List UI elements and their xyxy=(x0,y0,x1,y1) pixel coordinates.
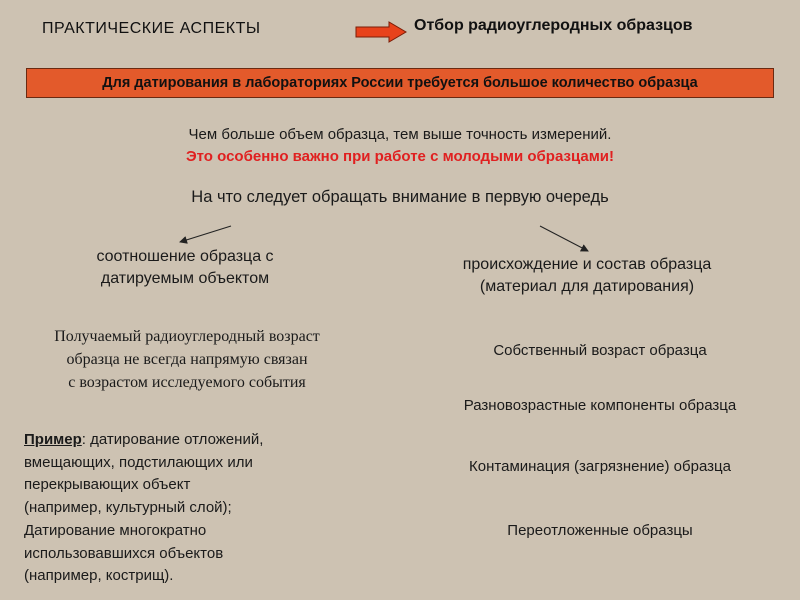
example-line: перекрывающих объект xyxy=(24,476,191,494)
right-item-contamination: Контаминация (загрязнение) образца xyxy=(469,458,731,475)
right-branch-line: происхождение и состав образца xyxy=(462,256,712,273)
slide-title: Отбор радиоуглеродных образцов xyxy=(414,17,693,34)
example-line: (например, кострищ). xyxy=(24,567,174,585)
example-lead: Пример xyxy=(24,431,82,448)
statement-precision: Чем больше объем образца, тем выше точность измерений. xyxy=(188,126,612,143)
right-item-mixed-components: Разновозрастные компоненты образца xyxy=(463,397,737,414)
right-item-redeposited: Переотложенные образцы xyxy=(507,522,693,539)
example-line: : датирование отложений, xyxy=(81,431,264,448)
left-branch-heading xyxy=(40,246,330,290)
statement-emphasis: Это особенно важно при работе с молодыми образцами! xyxy=(185,148,615,165)
example-line: (например, культурный слой); xyxy=(24,499,232,517)
example-line: Датирование многократно xyxy=(24,521,207,539)
arrow-left-branch xyxy=(180,226,231,242)
question-heading: На что следует обращать внимание в первую очередь xyxy=(191,188,609,206)
right-branch-line: (материал для датирования) xyxy=(479,278,695,295)
banner-text: Для датирования в лабораториях России требуется большое количество образца xyxy=(102,75,698,91)
age-note-line: Получаемый радиоуглеродный возраст xyxy=(54,328,320,345)
age-note-line: образца не всегда напрямую связан xyxy=(66,351,308,368)
age-note xyxy=(12,325,362,394)
left-branch-line: соотношение образца с xyxy=(96,248,274,265)
example-line: использовавшихся объектов xyxy=(24,544,224,562)
section-label: ПРАКТИЧЕСКИЕ АСПЕКТЫ xyxy=(42,20,261,37)
right-branch-heading xyxy=(412,254,762,298)
right-item-own-age: Собственный возраст образца xyxy=(493,342,707,359)
example-line: вмещающих, подстилающих или xyxy=(24,453,253,471)
arrow-right-branch xyxy=(540,226,588,251)
example-first-line xyxy=(24,429,344,452)
left-branch-line: датируемым объектом xyxy=(100,270,270,287)
example-block xyxy=(24,429,344,588)
age-note-line: с возрастом исследуемого события xyxy=(68,374,306,391)
